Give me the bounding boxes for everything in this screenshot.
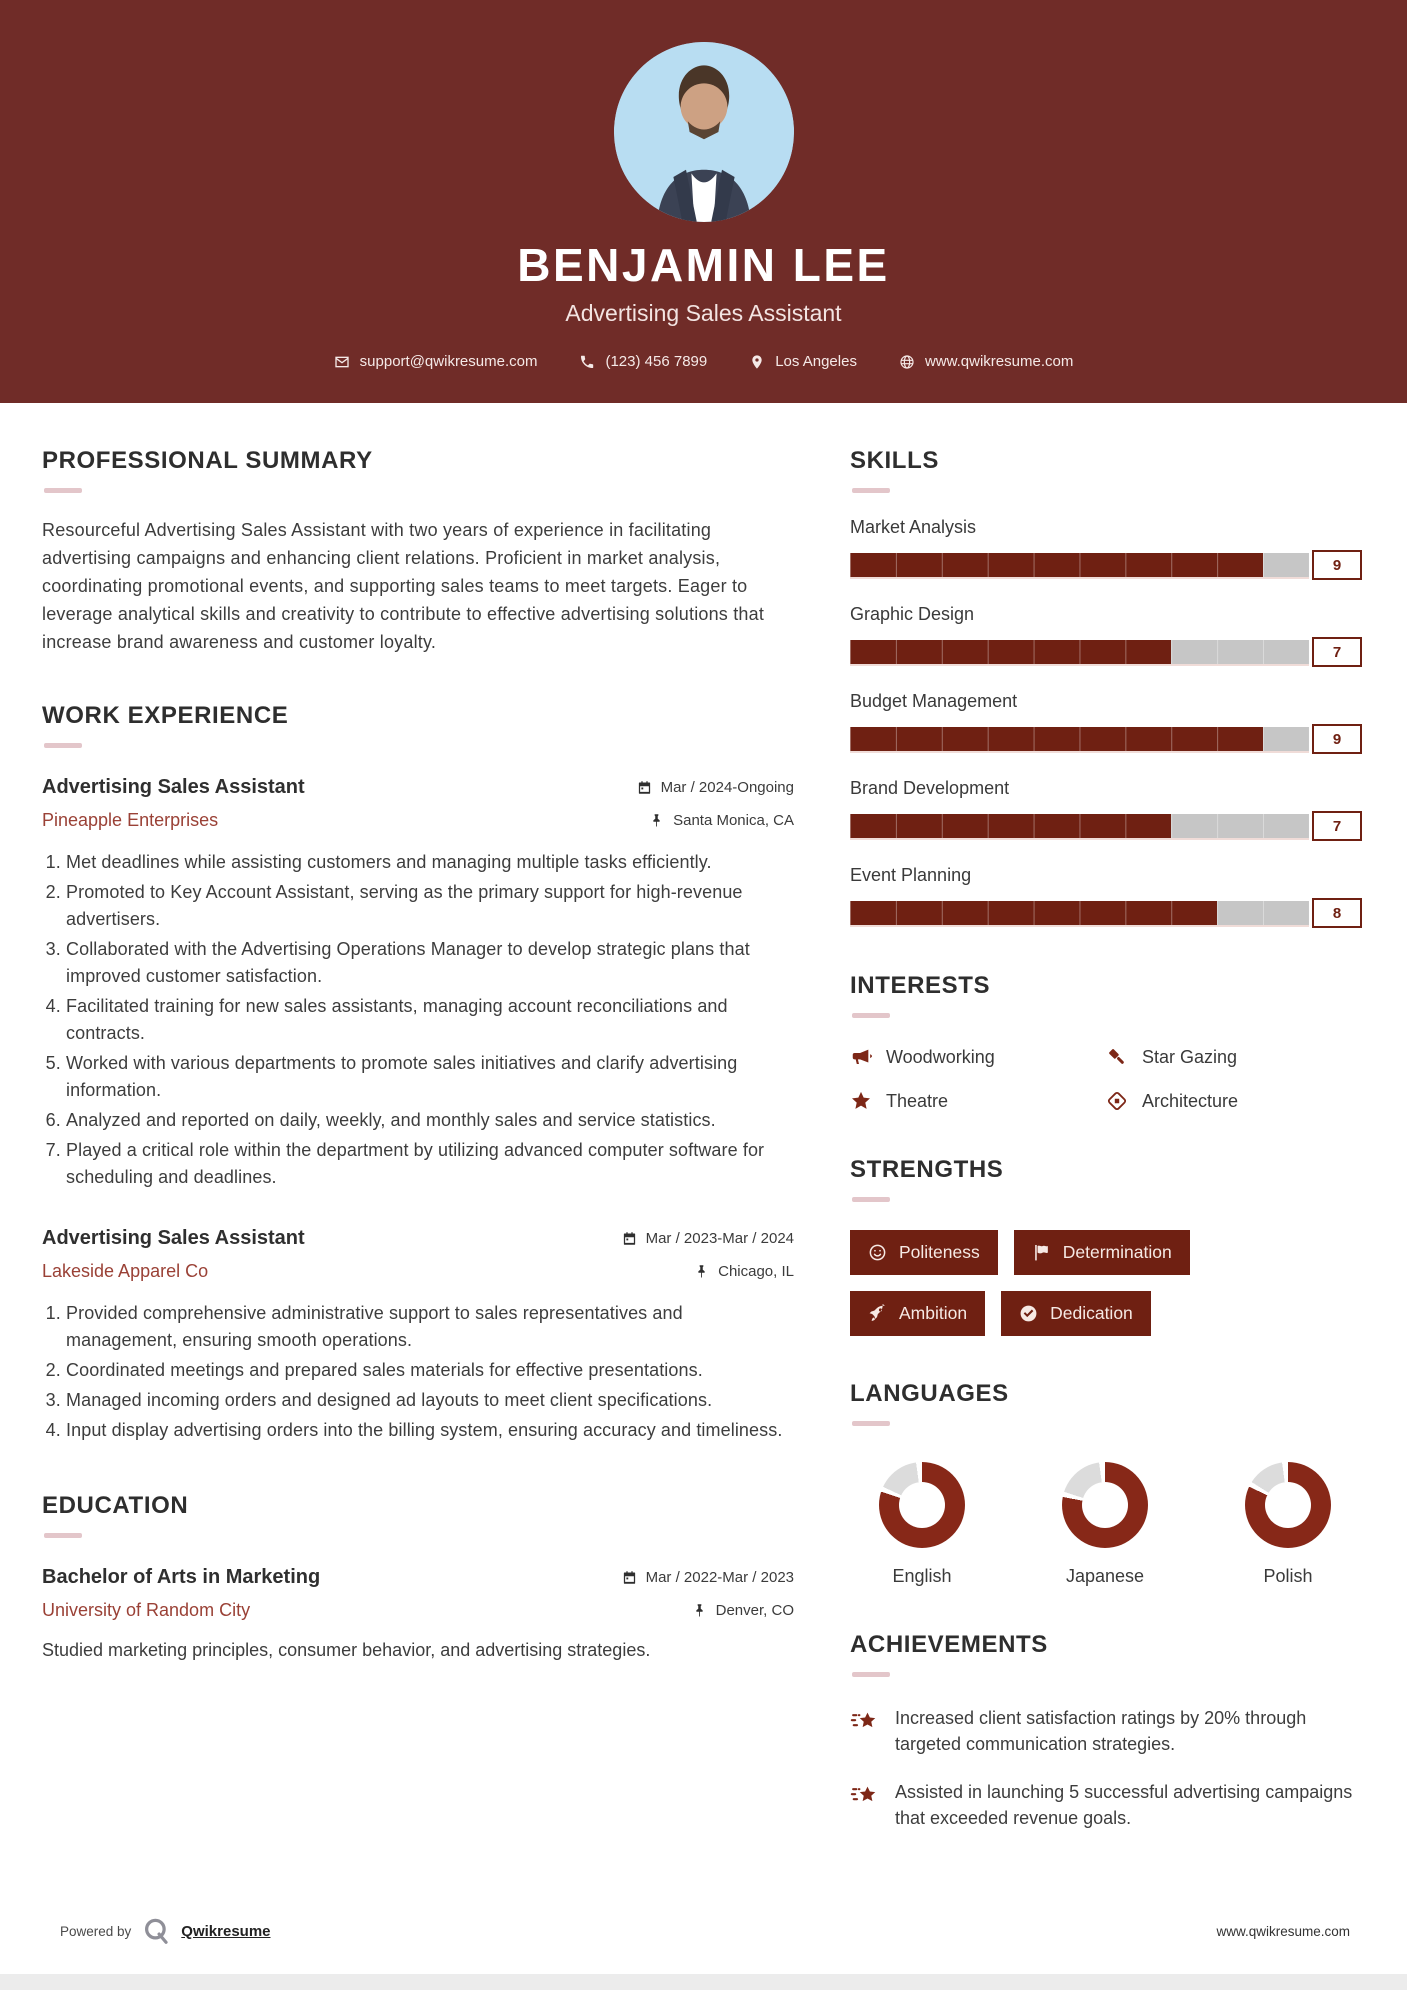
job-dates <box>637 779 794 796</box>
pushpin-icon <box>649 813 664 828</box>
job-bullet: 4. Input display advertising orders into the billing system, ensuring accuracy and timeliness. <box>66 1417 794 1444</box>
skill-bar-segments <box>850 901 1309 925</box>
skill-name: Budget Management <box>850 691 1018 711</box>
rocket-icon <box>868 1304 887 1323</box>
job-bullet: 4. Facilitated training for new sales assistants, managing account reconciliations and contracts. <box>66 993 794 1047</box>
interest-item <box>1106 1090 1362 1112</box>
degree-title: Bachelor of Arts in Marketing <box>42 1566 321 1589</box>
qwikresume-logo-icon <box>141 1916 171 1946</box>
job-bullet: 5. Worked with various departments to promote sales initiatives and clarify advertising information. <box>66 1050 794 1104</box>
education-location-text: Denver, CO <box>715 1602 794 1620</box>
section-achievements <box>850 1631 1362 1831</box>
skill-name: Market Analysis <box>850 517 977 537</box>
education-dates <box>622 1569 794 1586</box>
job-bullet: 1. Provided comprehensive administrative support to sales representatives and management, ensuring smooth operations. <box>66 1300 794 1354</box>
interest-item <box>850 1046 1106 1068</box>
calendar-icon <box>622 1570 637 1585</box>
job-bullet: 3. Collaborated with the Advertising Operations Manager to develop strategic plans that improved customer satisfaction. <box>66 936 794 990</box>
strength-badge <box>1001 1291 1151 1336</box>
strength-badge <box>1014 1230 1190 1275</box>
gavel-icon <box>1106 1046 1128 1068</box>
star-icon <box>850 1090 872 1112</box>
job-location <box>649 812 794 829</box>
strength-label: Determination <box>1062 1242 1172 1262</box>
skill-score-badge: 9 <box>1312 724 1362 754</box>
calendar-icon <box>622 1231 637 1246</box>
heading-underline <box>44 743 82 748</box>
job-title: Advertising Sales Assistant <box>42 776 305 799</box>
language-item <box>1228 1462 1348 1587</box>
job-bullet: 3. Managed incoming orders and designed ad layouts to meet client specifications. <box>66 1387 794 1414</box>
skill-progress-bar <box>850 901 1309 925</box>
heading-underline <box>852 1013 890 1018</box>
header <box>0 0 1407 403</box>
job-bullet-list <box>42 849 794 1191</box>
section-heading: ACHIEVEMENTS <box>850 1631 1048 1658</box>
job-location <box>694 1263 794 1280</box>
interest-item <box>850 1090 1106 1112</box>
language-donut-chart <box>1062 1462 1148 1548</box>
strength-list <box>850 1230 1330 1336</box>
summary-paragraph: Resourceful Advertising Sales Assistant with two years of experience in facilitating advertising campaigns and enhancing client relations. Proficient in market analysis, coordinating promotional events, and supporting sales teams to meet targets. Eager to leverage analytical skills and creativity to contribute to effective advertising solutions that increase brand awareness and customer loyalty. <box>42 520 765 652</box>
achievement-item <box>850 1705 1362 1757</box>
candidate-job-title: Advertising Sales Assistant <box>565 300 842 326</box>
job-date-range: Mar / 2023-Mar / 2024 <box>645 1230 794 1248</box>
footer-website: www.qwikresume.com <box>1216 1923 1350 1939</box>
job-bullet: 6. Analyzed and reported on daily, weekly, and monthly sales and service statistics. <box>66 1107 794 1134</box>
contact-value: (123) 456 7899 <box>605 353 708 370</box>
skill-score-badge: 9 <box>1312 550 1362 580</box>
interest-label: Star Gazing <box>1142 1046 1238 1067</box>
shooting-star-icon <box>850 1707 880 1737</box>
skill-bar-segments <box>850 814 1309 838</box>
skill-progress-bar <box>850 640 1309 664</box>
content <box>0 403 1407 1853</box>
avatar-photo <box>614 42 794 222</box>
skill-item <box>850 604 1362 667</box>
megaphone-icon <box>850 1046 872 1068</box>
person-portrait-illustration <box>614 42 794 222</box>
calendar-icon <box>637 780 652 795</box>
section-heading: SKILLS <box>850 447 939 474</box>
interest-list <box>850 1046 1362 1112</box>
section-work-experience <box>42 702 794 1444</box>
section-heading: WORK EXPERIENCE <box>42 702 289 730</box>
smiley-icon <box>868 1243 887 1262</box>
footer <box>60 1916 1350 1946</box>
strength-badge <box>850 1291 985 1336</box>
contact-value: support@qwikresume.com <box>359 353 538 370</box>
job-bullet: 1. Met deadlines while assisting customers and managing multiple tasks efficiently. <box>66 849 794 876</box>
section-professional-summary <box>42 447 794 656</box>
skill-item <box>850 778 1362 841</box>
section-heading: STRENGTHS <box>850 1156 1004 1183</box>
strength-label: Dedication <box>1050 1303 1133 1323</box>
contact-row <box>0 353 1407 370</box>
language-label: Polish <box>1263 1566 1313 1586</box>
section-interests <box>850 972 1362 1112</box>
phone-icon <box>579 354 595 370</box>
job-company: Pineapple Enterprises <box>42 810 219 831</box>
skill-item <box>850 691 1362 754</box>
powered-by-label: Powered by <box>60 1923 132 1939</box>
job-entry <box>42 1227 794 1444</box>
heading-underline <box>44 488 82 493</box>
section-skills <box>850 447 1362 928</box>
candidate-name: BENJAMIN LEE <box>517 239 890 291</box>
contact-item <box>579 353 707 370</box>
education-location <box>692 1602 794 1619</box>
job-bullet: 2. Promoted to Key Account Assistant, serving as the primary support for high-revenue advertisers. <box>66 879 794 933</box>
interest-label: Theatre <box>886 1090 949 1111</box>
skill-bar-segments <box>850 640 1309 664</box>
education-date-range: Mar / 2022-Mar / 2023 <box>645 1569 794 1587</box>
skill-item <box>850 865 1362 928</box>
envelope-icon <box>334 354 350 370</box>
section-heading: PROFESSIONAL SUMMARY <box>42 447 373 474</box>
job-date-range: Mar / 2024-Ongoing <box>660 779 794 797</box>
job-location-text: Chicago, IL <box>718 1263 794 1281</box>
strength-label: Ambition <box>899 1303 968 1323</box>
achievement-item <box>850 1779 1362 1831</box>
job-location-text: Santa Monica, CA <box>673 812 794 830</box>
section-education <box>42 1492 794 1664</box>
section-strengths <box>850 1156 1362 1336</box>
contact-value: Los Angeles <box>775 353 857 370</box>
language-list <box>850 1462 1362 1587</box>
school-name: University of Random City <box>42 1600 251 1621</box>
achievement-text: Increased client satisfaction ratings by 20% through targeted communication strategies. <box>895 1708 1307 1755</box>
skill-progress-bar <box>850 553 1309 577</box>
globe-icon <box>899 354 915 370</box>
job-list <box>42 776 794 1444</box>
interest-item <box>1106 1046 1362 1068</box>
education-description: Studied marketing principles, consumer behavior, and advertising strategies. <box>42 1640 651 1661</box>
job-bullet-list <box>42 1300 794 1444</box>
skill-name: Event Planning <box>850 865 972 885</box>
map-pin-icon <box>749 354 765 370</box>
section-languages <box>850 1380 1362 1587</box>
job-dates <box>622 1230 794 1247</box>
contact-value: www.qwikresume.com <box>924 353 1074 370</box>
language-donut-chart <box>879 1462 965 1548</box>
skill-progress-bar <box>850 814 1309 838</box>
strength-label: Politeness <box>899 1242 980 1262</box>
language-item <box>1045 1462 1165 1587</box>
heading-underline <box>852 1197 890 1202</box>
job-bullet: 2. Coordinated meetings and prepared sales materials for effective presentations. <box>66 1357 794 1384</box>
job-company: Lakeside Apparel Co <box>42 1261 209 1282</box>
contact-item <box>334 353 538 370</box>
flag-icon <box>1032 1243 1051 1262</box>
skill-score-badge: 8 <box>1312 898 1362 928</box>
section-heading: INTERESTS <box>850 972 991 999</box>
skill-list <box>850 517 1362 928</box>
heading-underline <box>44 1533 82 1538</box>
skill-score-badge: 7 <box>1312 811 1362 841</box>
left-column <box>42 447 794 1853</box>
section-heading: LANGUAGES <box>850 1380 1009 1407</box>
education-entry <box>42 1566 794 1664</box>
achievement-text: Assisted in launching 5 successful advertising campaigns that exceeded revenue goals. <box>895 1782 1353 1829</box>
skill-bar-segments <box>850 727 1309 751</box>
job-title: Advertising Sales Assistant <box>42 1227 305 1250</box>
skill-name: Graphic Design <box>850 604 975 624</box>
qwikresume-link[interactable]: Qwikresume <box>181 1922 271 1940</box>
language-donut-chart <box>1245 1462 1331 1548</box>
skill-item <box>850 517 1362 580</box>
section-heading: EDUCATION <box>42 1492 189 1520</box>
interest-label: Architecture <box>1142 1090 1239 1111</box>
right-column <box>850 447 1362 1853</box>
contact-item <box>749 353 857 370</box>
job-bullet: 7. Played a critical role within the department by utilizing advanced computer software for scheduling and deadlines. <box>66 1137 794 1191</box>
heading-underline <box>852 488 890 493</box>
heading-underline <box>852 1672 890 1677</box>
check-circle-icon <box>1019 1304 1038 1323</box>
heading-underline <box>852 1421 890 1426</box>
shooting-star-icon <box>850 1781 880 1811</box>
skill-bar-segments <box>850 553 1309 577</box>
job-entry <box>42 776 794 1191</box>
powered-by <box>60 1916 271 1946</box>
sticker-icon <box>1106 1090 1128 1112</box>
achievement-list <box>850 1705 1362 1831</box>
strength-badge <box>850 1230 998 1275</box>
pushpin-icon <box>694 1264 709 1279</box>
skill-name: Brand Development <box>850 778 1010 798</box>
interest-label: Woodworking <box>886 1046 995 1067</box>
pushpin-icon <box>692 1603 707 1618</box>
page-bottom-edge <box>0 1974 1407 1990</box>
language-label: English <box>892 1566 952 1586</box>
language-item <box>862 1462 982 1587</box>
language-label: Japanese <box>1065 1566 1145 1586</box>
skill-progress-bar <box>850 727 1309 751</box>
contact-item <box>899 353 1073 370</box>
skill-score-badge: 7 <box>1312 637 1362 667</box>
